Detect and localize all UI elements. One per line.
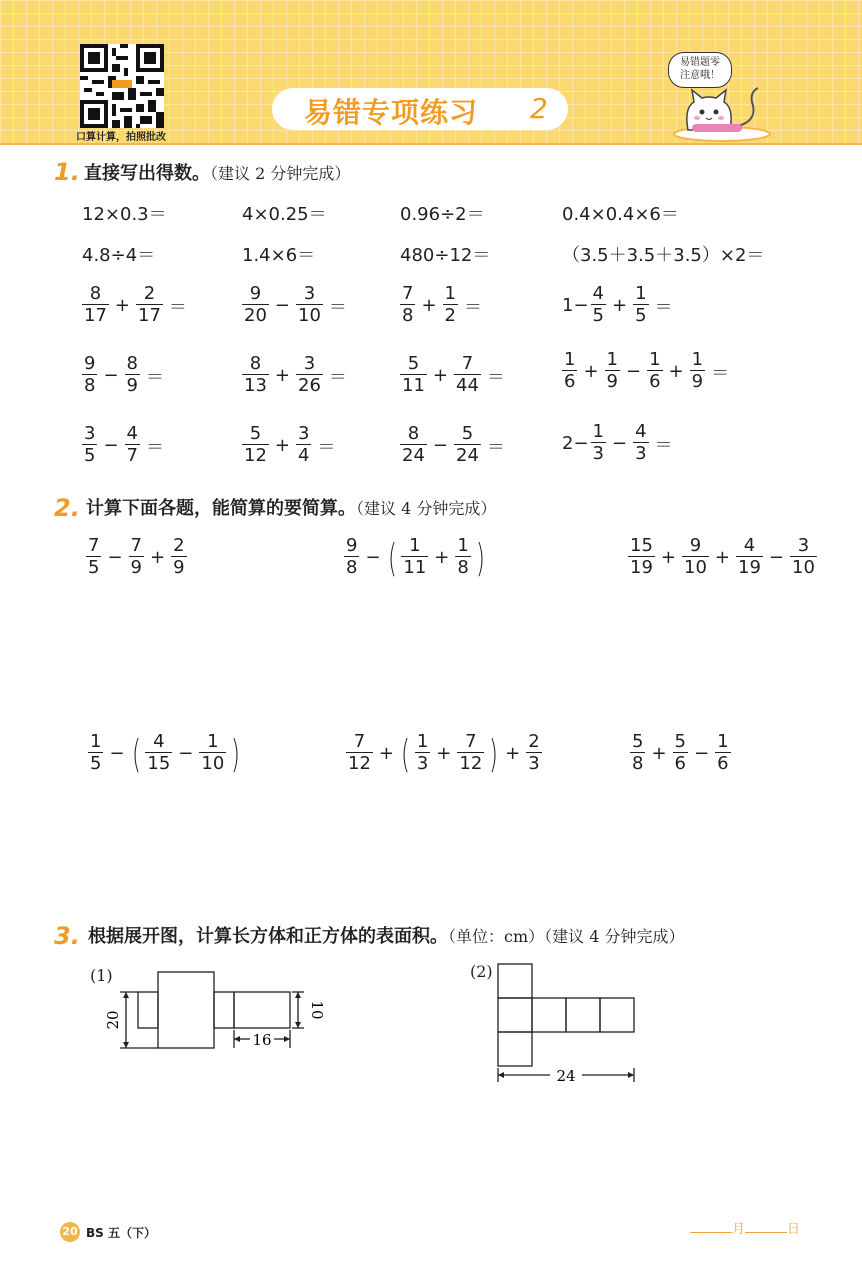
q2-item-5: $\frac{7}{12}$ + ( $\frac{1}{3}$ + $\frac{7}{12}$ ) + $\frac{2}{3}$ — [348, 731, 540, 776]
fraction: $\frac{1}{5}$ — [635, 283, 647, 326]
q1-item-7: 480÷12＝ — [400, 245, 491, 266]
fraction: $\frac{7}{8}$ — [402, 283, 414, 326]
fraction: $\frac{3}{5}$ — [84, 423, 96, 466]
fraction: $\frac{1}{3}$ — [592, 421, 604, 464]
fraction: $\frac{3}{10}$ — [298, 283, 321, 326]
page-title-number: 2 — [530, 92, 548, 125]
bubble-line-1: 易错题零 — [680, 57, 720, 68]
figure-1-dim-20: 20 — [104, 1010, 122, 1030]
question-2-time: （建议 4 分钟完成） — [356, 499, 497, 518]
qr-code-icon[interactable] — [80, 44, 164, 128]
fraction: $\frac{8}{9}$ — [126, 353, 138, 396]
figure-2-dim-24: 24 — [556, 1067, 576, 1085]
q1-item-19: $\frac{8}{24}$ − $\frac{5}{24}$ ＝ — [402, 423, 505, 466]
q1-item-4: 0.4×0.4×6＝ — [562, 204, 679, 225]
fraction: $\frac{8}{17}$ — [84, 283, 107, 326]
bubble-line-2: 注意哦！ — [680, 70, 720, 81]
q1-item-18: $\frac{5}{12}$ + $\frac{3}{4}$ ＝ — [244, 423, 336, 466]
q2-item-1: $\frac{7}{5}$ − $\frac{7}{9}$ + $\frac{2}{9}$ — [88, 535, 185, 578]
fraction: $\frac{3}{10}$ — [792, 535, 815, 578]
q1-item-1: 12×0.3＝ — [82, 204, 167, 225]
q1-item-5: 4.8÷4＝ — [82, 245, 156, 266]
fraction: $\frac{3}{26}$ — [298, 353, 321, 396]
question-2-text: 计算下面各题，能简算的要简算。 — [86, 498, 356, 519]
question-3-time: （建议 4 分钟完成） — [544, 927, 685, 946]
fraction: $\frac{1}{9}$ — [691, 349, 704, 392]
fraction: $\frac{1}{8}$ — [457, 535, 469, 578]
fraction: $\frac{5}{24}$ — [456, 423, 479, 466]
day-blank[interactable] — [745, 1232, 787, 1233]
fraction: $\frac{4}{15}$ — [147, 731, 171, 774]
q1-item-14: $\frac{8}{13}$ + $\frac{3}{26}$ ＝ — [244, 353, 347, 396]
fraction: $\frac{7}{5}$ — [88, 535, 100, 578]
fraction: $\frac{5}{12}$ — [244, 423, 267, 466]
fraction: $\frac{3}{4}$ — [298, 423, 310, 466]
fraction: $\frac{2}{17}$ — [138, 283, 161, 326]
q2-item-6: $\frac{5}{8}$ + $\frac{5}{6}$ − $\frac{1}{6}$ — [632, 731, 729, 774]
fraction: $\frac{9}{20}$ — [244, 283, 267, 326]
fraction: $\frac{15}{19}$ — [630, 535, 653, 578]
figure-1-dim-10: 10 — [308, 1000, 326, 1020]
q1-item-2: 4×0.25＝ — [242, 204, 327, 225]
question-3-text: 根据展开图，计算长方体和正方体的表面积。 — [88, 926, 448, 947]
question-3-number: 3. — [54, 922, 80, 950]
fraction: $\frac{5}{6}$ — [674, 731, 686, 774]
question-2-number: 2. — [54, 494, 80, 522]
fraction: $\frac{7}{9}$ — [130, 535, 142, 578]
fraction: $\frac{9}{10}$ — [684, 535, 707, 578]
question-3-title — [88, 922, 685, 948]
q1-item-12: 1− $\frac{4}{5}$ + $\frac{1}{5}$ ＝ — [562, 283, 673, 326]
fraction: $\frac{4}{5}$ — [592, 283, 604, 326]
question-1-number: 1. — [54, 158, 80, 186]
page-title: 易错专项练习 — [304, 96, 479, 129]
fraction: $\frac{1}{6}$ — [564, 349, 576, 392]
date-field — [690, 1218, 800, 1237]
fraction: $\frac{5}{11}$ — [402, 353, 425, 396]
fraction: $\frac{2}{9}$ — [173, 535, 185, 578]
fraction: $\frac{9}{8}$ — [84, 353, 96, 396]
q1-item-13: $\frac{9}{8}$ − $\frac{8}{9}$ ＝ — [84, 353, 164, 396]
fraction: $\frac{1}{3}$ — [416, 731, 429, 774]
cat-mascot-icon — [664, 82, 774, 142]
fraction: $\frac{7}{12}$ — [348, 731, 371, 774]
q1-item-8: （3.5＋3.5＋3.5）×2＝ — [562, 245, 765, 266]
fraction: $\frac{8}{13}$ — [244, 353, 267, 396]
question-1-time: （建议 2 分钟完成） — [210, 164, 351, 183]
fraction: $\frac{7}{12}$ — [459, 731, 483, 774]
question-1-title — [84, 159, 350, 185]
fraction: $\frac{4}{19}$ — [738, 535, 761, 578]
q1-item-3: 0.96÷2＝ — [400, 204, 485, 225]
figure-2-net-diagram — [490, 960, 650, 1088]
q2-item-3: $\frac{15}{19}$ + $\frac{9}{10}$ + $\frac{4}{19}$ − $\frac{3}{10}$ — [630, 535, 815, 578]
figure-2-label: (2) — [470, 962, 493, 981]
question-2-title — [86, 494, 496, 520]
header-divider — [0, 143, 862, 145]
q1-item-17: $\frac{3}{5}$ − $\frac{4}{7}$ ＝ — [84, 423, 164, 466]
fraction: $\frac{1}{2}$ — [444, 283, 456, 326]
q1-item-20: 2− $\frac{1}{3}$ − $\frac{4}{3}$ ＝ — [562, 421, 673, 464]
q1-item-16: $\frac{1}{6}$ + $\frac{1}{9}$ − $\frac{1}{6}$ + $\frac{1}{9}$ ＝ — [564, 349, 730, 392]
q1-item-6: 1.4×6＝ — [242, 245, 316, 266]
q1-item-11: $\frac{7}{8}$ + $\frac{1}{2}$ ＝ — [402, 283, 482, 326]
q1-item-15: $\frac{5}{11}$ + $\frac{7}{44}$ ＝ — [402, 353, 505, 396]
fraction: $\frac{1}{11}$ — [403, 535, 427, 578]
qr-caption: 口算计算，拍照批改 — [76, 132, 166, 143]
figure-1-net-diagram — [104, 966, 330, 1056]
edition-label: BS 五（下） — [86, 1226, 156, 1240]
month-blank[interactable] — [690, 1232, 732, 1233]
fraction: $\frac{1}{6}$ — [717, 731, 729, 774]
month-label: 月 — [732, 1222, 746, 1237]
speech-bubble-text — [670, 56, 730, 82]
day-label: 日 — [787, 1222, 801, 1237]
page-number: 20 — [60, 1222, 80, 1242]
fraction: $\frac{8}{24}$ — [402, 423, 425, 466]
question-1-text: 直接写出得数。 — [84, 163, 210, 184]
q2-item-2: $\frac{9}{8}$ − ( $\frac{1}{11}$ + $\frac{1}{8}$ ) — [346, 535, 485, 580]
fraction: $\frac{1}{5}$ — [90, 731, 102, 774]
fraction: $\frac{1}{9}$ — [606, 349, 618, 392]
fraction: $\frac{4}{3}$ — [635, 421, 647, 464]
q1-item-10: $\frac{9}{20}$ − $\frac{3}{10}$ ＝ — [244, 283, 347, 326]
fraction: $\frac{1}{6}$ — [649, 349, 661, 392]
fraction: $\frac{4}{7}$ — [126, 423, 138, 466]
figure-1-dim-16: 16 — [252, 1031, 272, 1049]
fraction: $\frac{1}{10}$ — [201, 731, 225, 774]
q1-item-9: $\frac{8}{17}$ + $\frac{2}{17}$ ＝ — [84, 283, 187, 326]
fraction: $\frac{5}{8}$ — [632, 731, 644, 774]
fraction: $\frac{9}{8}$ — [346, 535, 358, 578]
figure-1-label: (1) — [90, 966, 113, 985]
q2-item-4: $\frac{1}{5}$ − ( $\frac{4}{15}$ − $\frac{1}{10}$ ) — [90, 731, 241, 776]
fraction: $\frac{2}{3}$ — [528, 731, 540, 774]
question-3-unit: （单位：cm） — [448, 927, 545, 946]
fraction: $\frac{7}{44}$ — [456, 353, 479, 396]
